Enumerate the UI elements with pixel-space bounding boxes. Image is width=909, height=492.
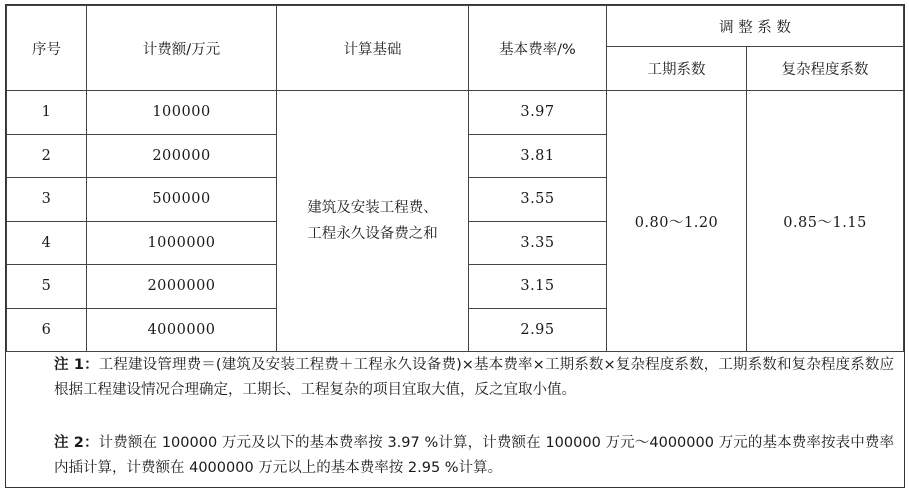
row-rate: 2.95 bbox=[469, 308, 607, 352]
table-row bbox=[7, 91, 904, 135]
basis-line2: 工程永久设备费之和 bbox=[307, 226, 438, 242]
header-adjust bbox=[607, 6, 904, 47]
row-rate: 3.97 bbox=[469, 91, 607, 135]
fee-table-panel bbox=[5, 4, 905, 488]
fee-rate-table bbox=[6, 5, 904, 352]
notes-section bbox=[6, 345, 903, 487]
row-rate: 3.35 bbox=[469, 221, 607, 265]
row-amount: 500000 bbox=[87, 178, 277, 222]
row-amount: 1000000 bbox=[87, 221, 277, 265]
row-seq: 5 bbox=[7, 265, 87, 309]
header-seq: 序号 bbox=[7, 6, 87, 91]
row-amount: 4000000 bbox=[87, 308, 277, 352]
note-2 bbox=[54, 431, 894, 481]
header-fee-amount: 计费额/万元 bbox=[87, 6, 277, 91]
row-rate: 3.81 bbox=[469, 134, 607, 178]
note-2-tag: 注 2： bbox=[54, 435, 99, 451]
header-complexity-coef: 复杂程度系数 bbox=[747, 47, 904, 91]
row-seq: 6 bbox=[7, 308, 87, 352]
note-1-tag: 注 1： bbox=[54, 357, 99, 373]
header-adjust-label: 调 整 系 数 bbox=[719, 19, 791, 36]
row-seq: 1 bbox=[7, 91, 87, 135]
basis-cell bbox=[277, 91, 469, 352]
row-seq: 2 bbox=[7, 134, 87, 178]
row-seq: 3 bbox=[7, 178, 87, 222]
note-1-text: 工程建设管理费＝(建筑及安装工程费＋工程永久设备费)×基本费率×工期系数×复杂程度系数，工期系数和复杂程度系数应根据工程建设情况合理确定，工期长、工程复杂的项目宜取大值，反之宜取小值。 bbox=[54, 357, 894, 398]
row-amount: 100000 bbox=[87, 91, 277, 135]
complexity-range-cell: 0.85～1.15 bbox=[747, 91, 904, 352]
note-2-text: 计费额在 100000 万元及以下的基本费率按 3.97 %计算，计费额在 100000 万元～4000000 万元的基本费率按表中费率内插计算，计费额在 4000000 万元以上的基本费率按 2.95 %计算。 bbox=[54, 435, 895, 476]
row-amount: 2000000 bbox=[87, 265, 277, 309]
period-range-cell: 0.80～1.20 bbox=[607, 91, 747, 352]
header-basis: 计算基础 bbox=[277, 6, 469, 91]
row-rate: 3.15 bbox=[469, 265, 607, 309]
row-rate: 3.55 bbox=[469, 178, 607, 222]
header-base-rate: 基本费率/% bbox=[469, 6, 607, 91]
header-period-coef: 工期系数 bbox=[607, 47, 747, 91]
row-seq: 4 bbox=[7, 221, 87, 265]
basis-line1: 建筑及安装工程费、 bbox=[307, 200, 438, 216]
note-1 bbox=[54, 353, 894, 403]
row-amount: 200000 bbox=[87, 134, 277, 178]
